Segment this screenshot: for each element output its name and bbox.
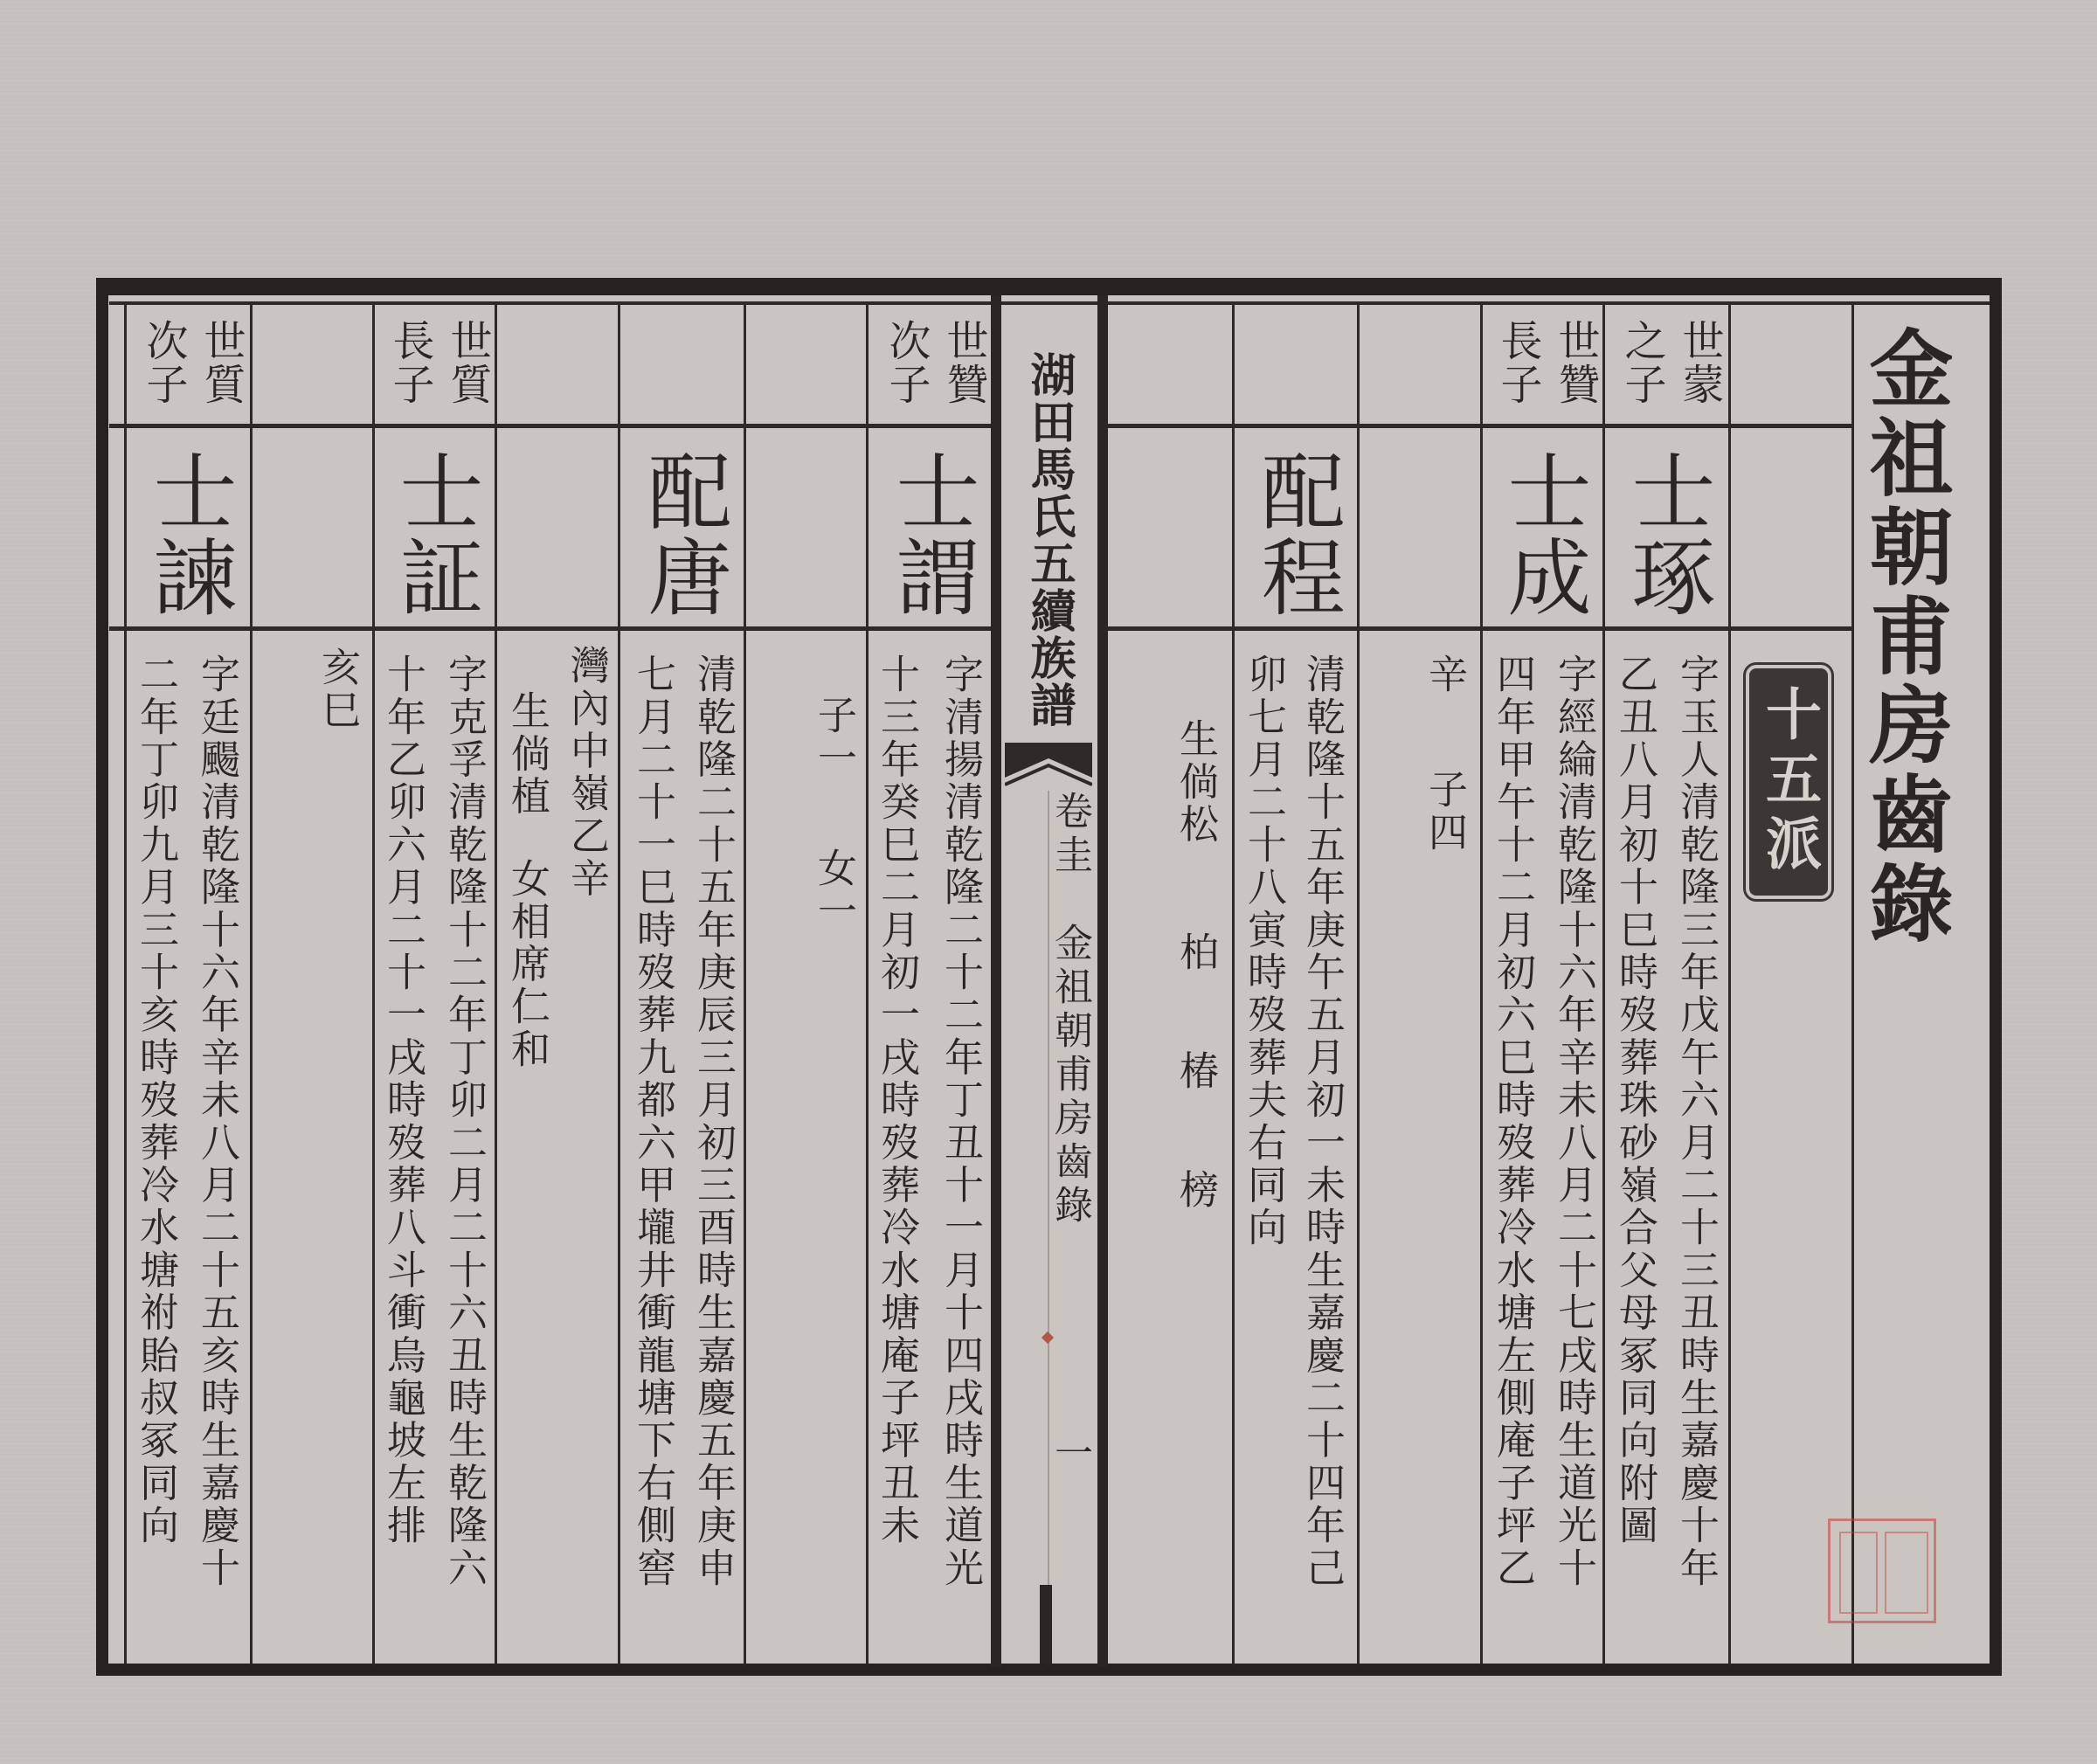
column-rule (866, 305, 869, 1664)
inner-top-rule (109, 301, 1990, 305)
entry-text-line: 七月二十一巳時歿葬九都六甲壠井衝龍塘下右側窖 (630, 654, 676, 1590)
fishtail-ornament (1005, 743, 1092, 786)
red-seal-stamp (1828, 1518, 1936, 1623)
entry-text-continuation: 亥巳 (315, 647, 361, 732)
entry-text-line: 清乾隆二十五年庚辰三月初三酉時生嘉慶五年庚申 (690, 654, 737, 1590)
spine-right-bar (1097, 295, 1108, 1667)
entry-text-line: 字克孚清乾隆十二年丁卯二月二十六丑時生乾隆六 (441, 654, 488, 1590)
entry-text-line: 字廷颺清乾隆十六年辛未八月二十五亥時生嘉慶十 (194, 654, 240, 1590)
column-rule (744, 305, 746, 1664)
entry-text-line: 十三年癸巳二月初一戌時歿葬冷水塘庵子坪丑未 (874, 654, 920, 1547)
column-rule (1851, 305, 1854, 1664)
entry-child: 柏 (1173, 931, 1219, 974)
entry-text-line: 字清揚清乾隆二十二年丁丑十一月十四戌時生道光 (938, 654, 984, 1590)
entry-sons: 子一 (811, 695, 857, 780)
entry-text-continuation: 辛 (1422, 654, 1468, 696)
column-rule (618, 305, 620, 1664)
entry-name: 士成 (1494, 448, 1592, 619)
spine-left-bar (991, 295, 1001, 1667)
column-rule (372, 305, 375, 1664)
branch-badge (1749, 668, 1828, 896)
entry-text-continuation: 灣內中嶺乙辛 (564, 645, 610, 901)
spine-block-mark (1040, 1585, 1052, 1664)
entry-name: 士琢 (1618, 448, 1716, 619)
entry-children: 生倘松 (1173, 718, 1219, 847)
entry-child: 榜 (1173, 1169, 1219, 1212)
entry-children: 子四 (1422, 769, 1468, 854)
header-row-rule (1103, 424, 1851, 428)
entry-lineage: 世質長子 (385, 319, 492, 406)
column-rule (495, 305, 497, 1664)
entry-name: 士証 (386, 448, 484, 619)
page-number: 一 (1048, 1433, 1092, 1477)
header-row-rule (109, 424, 996, 428)
spine-section: 金祖朝甫房齒錄 (1048, 923, 1092, 1228)
column-rule (250, 305, 253, 1664)
name-row-rule (109, 626, 996, 631)
entry-text-line: 字玉人清乾隆三年戊午六月二十三丑時生嘉慶十年 (1673, 654, 1720, 1590)
entry-child: 椿 (1173, 1050, 1219, 1093)
column-rule (1728, 305, 1731, 1664)
column-rule (1602, 305, 1605, 1664)
entry-lineage: 世蒙之子 (1617, 319, 1724, 406)
entry-text-line: 乙丑八月初十巳時歿葬珠砂嶺合父母冢同向附圖 (1612, 654, 1658, 1547)
column-rule (124, 305, 127, 1664)
column-rule (1357, 305, 1360, 1664)
spouse-name: 配唐 (634, 448, 732, 619)
entry-text-line: 卯七月二十八寅時歿葬夫右同向 (1241, 654, 1287, 1249)
entry-lineage: 世贊次子 (882, 319, 988, 406)
entry-text-line: 十年乙卯六月二十一戌時歿葬八斗衝烏龜坡左排 (380, 654, 426, 1547)
spine-volume: 卷圭 (1048, 791, 1092, 878)
entry-lineage: 世質次子 (139, 319, 246, 406)
spouse-name: 配程 (1248, 448, 1346, 619)
entry-lineage: 世贊長子 (1493, 319, 1600, 406)
entry-sons: 生倘植 (504, 690, 550, 819)
spine-book-title: 湖田馬氏五續族譜 (1022, 351, 1076, 729)
entry-text-line: 四年甲午十二月初六巳時歿葬冷水塘左側庵子坪乙 (1490, 654, 1536, 1590)
entry-text-line: 二年丁卯九月三十亥時歿葬冷水塘祔貽叔冢同向 (133, 654, 179, 1547)
name-row-rule (1103, 626, 1851, 631)
column-rule (1232, 305, 1235, 1664)
entry-name: 士謂 (882, 448, 980, 619)
column-rule (1480, 305, 1483, 1664)
entry-daughters: 女相席仁和 (504, 858, 550, 1071)
entry-text-line: 字經綸清乾隆十六年辛未八月二十七戌時生道光十 (1551, 654, 1597, 1590)
entry-text-line: 清乾隆十五年庚午五月初一未時生嘉慶二十四年己 (1299, 654, 1346, 1590)
branch-badge-text: 十五派 (1756, 685, 1822, 879)
section-title: 金祖朝甫房齒錄 (1856, 325, 1955, 949)
entry-name: 士諫 (140, 448, 238, 619)
entry-daughters: 女一 (811, 847, 857, 933)
